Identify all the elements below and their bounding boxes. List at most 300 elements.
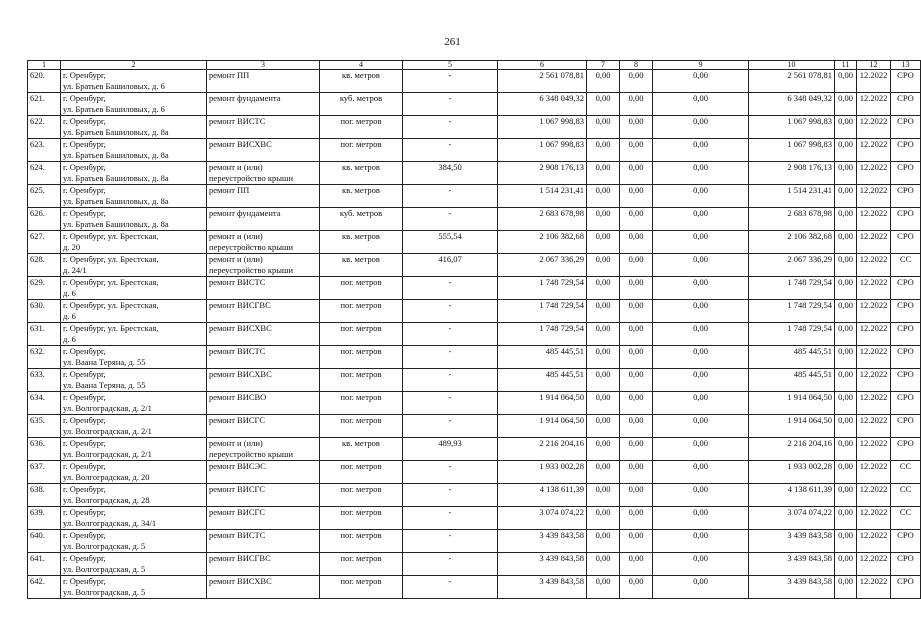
row-number: 637. xyxy=(28,461,61,484)
address-cell-line: г. Оренбург, xyxy=(63,93,106,103)
row-number: 634. xyxy=(28,392,61,415)
col11-cell: 0,00 xyxy=(835,576,857,599)
table-row xyxy=(28,530,921,553)
org-cell: СРО xyxy=(891,70,921,93)
col10-cell: 1 914 064,50 xyxy=(749,392,835,415)
col7-cell: 0,00 xyxy=(587,231,620,254)
column-number: 3 xyxy=(207,61,320,70)
work-type-cell-line: переустройство крыши xyxy=(209,241,294,252)
address-cell xyxy=(61,530,207,553)
col9-cell: 0,00 xyxy=(653,277,749,300)
col8-cell: 0,00 xyxy=(620,553,653,576)
col7-cell: 0,00 xyxy=(587,392,620,415)
row-number: 622. xyxy=(28,116,61,139)
col9-cell: 0,00 xyxy=(653,139,749,162)
unit-cell: пог. метров xyxy=(320,116,403,139)
col10-cell: 6 348 049,32 xyxy=(749,93,835,116)
work-type-cell-line: ремонт ВИСГВС xyxy=(209,553,271,563)
total-cost-cell: 1 514 231,41 xyxy=(498,185,587,208)
work-type-cell xyxy=(207,208,320,231)
address-cell-line: г. Оренбург, xyxy=(63,553,106,563)
total-cost-cell: 2 908 176,13 xyxy=(498,162,587,185)
address-cell-line: г. Оренбург, ул. Брестская, xyxy=(63,231,159,241)
col11-cell: 0,00 xyxy=(835,438,857,461)
address-cell xyxy=(61,415,207,438)
row-number: 621. xyxy=(28,93,61,116)
table-row xyxy=(28,576,921,599)
address-cell-line: ул. Ваана Теряна, д. 55 xyxy=(63,379,146,390)
work-type-cell-line: переустройство крыши xyxy=(209,448,294,459)
table-row xyxy=(28,185,921,208)
address-cell xyxy=(61,553,207,576)
col8-cell: 0,00 xyxy=(620,185,653,208)
work-type-cell-line: ремонт ВИСГС xyxy=(209,484,265,494)
unit-cell: пог. метров xyxy=(320,507,403,530)
repair-schedule-table xyxy=(27,60,921,599)
quantity-cell: - xyxy=(403,323,498,346)
col10-cell: 3 439 843,58 xyxy=(749,530,835,553)
date-cell: 12.2022 xyxy=(857,208,891,231)
org-cell: СРО xyxy=(891,139,921,162)
col10-cell: 485 445,51 xyxy=(749,346,835,369)
quantity-cell: - xyxy=(403,507,498,530)
row-number: 628. xyxy=(28,254,61,277)
total-cost-cell: 2 683 678,98 xyxy=(498,208,587,231)
col9-cell: 0,00 xyxy=(653,254,749,277)
address-cell xyxy=(61,507,207,530)
work-type-cell xyxy=(207,139,320,162)
quantity-cell: - xyxy=(403,346,498,369)
quantity-cell: - xyxy=(403,392,498,415)
date-cell: 12.2022 xyxy=(857,346,891,369)
work-type-cell xyxy=(207,231,320,254)
work-type-cell xyxy=(207,116,320,139)
unit-cell: пог. метров xyxy=(320,392,403,415)
col9-cell: 0,00 xyxy=(653,392,749,415)
col10-cell: 3 074 074,22 xyxy=(749,507,835,530)
work-type-cell xyxy=(207,461,320,484)
quantity-cell: - xyxy=(403,576,498,599)
row-number: 632. xyxy=(28,346,61,369)
unit-cell: кв. метров xyxy=(320,254,403,277)
org-cell: СРО xyxy=(891,185,921,208)
page-number: 261 xyxy=(444,36,461,48)
row-number: 640. xyxy=(28,530,61,553)
unit-cell: пог. метров xyxy=(320,323,403,346)
address-cell xyxy=(61,484,207,507)
col7-cell: 0,00 xyxy=(587,576,620,599)
col8-cell: 0,00 xyxy=(620,162,653,185)
date-cell: 12.2022 xyxy=(857,576,891,599)
address-cell xyxy=(61,139,207,162)
total-cost-cell: 485 445,51 xyxy=(498,346,587,369)
total-cost-cell: 1 914 064,50 xyxy=(498,415,587,438)
col9-cell: 0,00 xyxy=(653,415,749,438)
column-number: 1 xyxy=(28,61,61,70)
work-type-cell xyxy=(207,185,320,208)
address-cell-line: ул. Волгоградская, д. 28 xyxy=(63,494,150,505)
col9-cell: 0,00 xyxy=(653,300,749,323)
total-cost-cell: 2 106 382,68 xyxy=(498,231,587,254)
work-type-cell-line: ремонт ВИСТС xyxy=(209,530,266,540)
address-cell-line: г. Оренбург, xyxy=(63,530,106,540)
col8-cell: 0,00 xyxy=(620,231,653,254)
work-type-cell xyxy=(207,162,320,185)
address-cell-line: ул. Волгоградская, д. 20 xyxy=(63,471,150,482)
col7-cell: 0,00 xyxy=(587,484,620,507)
col8-cell: 0,00 xyxy=(620,461,653,484)
org-cell: СРО xyxy=(891,208,921,231)
col8-cell: 0,00 xyxy=(620,323,653,346)
work-type-cell-line: ремонт ВИСТС xyxy=(209,346,266,356)
unit-cell: кв. метров xyxy=(320,70,403,93)
date-cell: 12.2022 xyxy=(857,369,891,392)
unit-cell: пог. метров xyxy=(320,300,403,323)
org-cell: СРО xyxy=(891,415,921,438)
quantity-cell: - xyxy=(403,185,498,208)
total-cost-cell: 1 748 729,54 xyxy=(498,323,587,346)
total-cost-cell: 485 445,51 xyxy=(498,369,587,392)
address-cell-line: г. Оренбург, xyxy=(63,70,106,80)
column-number: 12 xyxy=(857,61,891,70)
total-cost-cell: 1 914 064,50 xyxy=(498,392,587,415)
unit-cell: пог. метров xyxy=(320,461,403,484)
org-cell: СРО xyxy=(891,392,921,415)
col8-cell: 0,00 xyxy=(620,576,653,599)
address-cell-line: ул. Братьев Башиловых, д. 8а xyxy=(63,218,169,229)
col11-cell: 0,00 xyxy=(835,323,857,346)
date-cell: 12.2022 xyxy=(857,507,891,530)
work-type-cell xyxy=(207,415,320,438)
total-cost-cell: 3 074 074,22 xyxy=(498,507,587,530)
unit-cell: кв. метров xyxy=(320,162,403,185)
col9-cell: 0,00 xyxy=(653,576,749,599)
row-number: 638. xyxy=(28,484,61,507)
org-cell: СРО xyxy=(891,530,921,553)
unit-cell: кв. метров xyxy=(320,185,403,208)
address-cell-line: г. Оренбург, xyxy=(63,208,106,218)
col7-cell: 0,00 xyxy=(587,93,620,116)
col10-cell: 4 138 611,39 xyxy=(749,484,835,507)
quantity-cell: - xyxy=(403,369,498,392)
table-row xyxy=(28,300,921,323)
address-cell-line: ул. Братьев Башиловых, д. 8а xyxy=(63,172,169,183)
org-cell: СС xyxy=(891,507,921,530)
address-cell-line: д. 24/1 xyxy=(63,264,87,275)
work-type-cell-line: переустройство крыши xyxy=(209,264,294,275)
work-type-cell xyxy=(207,70,320,93)
col10-cell: 1 933 002,28 xyxy=(749,461,835,484)
unit-cell: пог. метров xyxy=(320,530,403,553)
col7-cell: 0,00 xyxy=(587,277,620,300)
col8-cell: 0,00 xyxy=(620,254,653,277)
work-type-cell-line: ремонт ВИСТС xyxy=(209,277,266,287)
date-cell: 12.2022 xyxy=(857,277,891,300)
address-cell-line: ул. Волгоградская, д. 34/1 xyxy=(63,517,157,528)
table-row xyxy=(28,507,921,530)
quantity-cell: - xyxy=(403,139,498,162)
address-cell-line: г. Оренбург, xyxy=(63,576,106,586)
address-cell xyxy=(61,93,207,116)
work-type-cell-line: ремонт и (или) xyxy=(209,162,263,172)
col8-cell: 0,00 xyxy=(620,208,653,231)
row-number: 629. xyxy=(28,277,61,300)
org-cell: СС xyxy=(891,461,921,484)
address-cell xyxy=(61,254,207,277)
col11-cell: 0,00 xyxy=(835,185,857,208)
address-cell xyxy=(61,208,207,231)
column-number: 4 xyxy=(320,61,403,70)
address-cell-line: д. 6 xyxy=(63,333,76,344)
row-number: 624. xyxy=(28,162,61,185)
work-type-cell-line: ремонт и (или) xyxy=(209,438,263,448)
total-cost-cell: 3 439 843,58 xyxy=(498,553,587,576)
col9-cell: 0,00 xyxy=(653,323,749,346)
total-cost-cell: 3 439 843,58 xyxy=(498,576,587,599)
address-cell xyxy=(61,346,207,369)
col10-cell: 1 914 064,50 xyxy=(749,415,835,438)
col7-cell: 0,00 xyxy=(587,530,620,553)
col9-cell: 0,00 xyxy=(653,162,749,185)
col7-cell: 0,00 xyxy=(587,346,620,369)
row-number: 623. xyxy=(28,139,61,162)
date-cell: 12.2022 xyxy=(857,185,891,208)
quantity-cell: 416,07 xyxy=(403,254,498,277)
work-type-cell xyxy=(207,346,320,369)
org-cell: СРО xyxy=(891,93,921,116)
work-type-cell-line: ремонт ВИСХВС xyxy=(209,369,272,379)
address-cell xyxy=(61,392,207,415)
org-cell: СРО xyxy=(891,277,921,300)
col9-cell: 0,00 xyxy=(653,346,749,369)
quantity-cell: - xyxy=(403,70,498,93)
work-type-cell-line: ремонт фундамента xyxy=(209,208,281,218)
quantity-cell: 489,93 xyxy=(403,438,498,461)
col11-cell: 0,00 xyxy=(835,208,857,231)
col9-cell: 0,00 xyxy=(653,530,749,553)
unit-cell: куб. метров xyxy=(320,208,403,231)
col11-cell: 0,00 xyxy=(835,507,857,530)
col7-cell: 0,00 xyxy=(587,415,620,438)
row-number: 636. xyxy=(28,438,61,461)
address-cell xyxy=(61,70,207,93)
address-cell xyxy=(61,461,207,484)
org-cell: СРО xyxy=(891,231,921,254)
quantity-cell: - xyxy=(403,553,498,576)
table-row xyxy=(28,346,921,369)
work-type-cell xyxy=(207,392,320,415)
address-cell-line: г. Оренбург, xyxy=(63,139,106,149)
col8-cell: 0,00 xyxy=(620,70,653,93)
col7-cell: 0,00 xyxy=(587,139,620,162)
address-cell xyxy=(61,323,207,346)
col8-cell: 0,00 xyxy=(620,116,653,139)
col8-cell: 0,00 xyxy=(620,530,653,553)
address-cell xyxy=(61,369,207,392)
col10-cell: 3 439 843,58 xyxy=(749,553,835,576)
col9-cell: 0,00 xyxy=(653,93,749,116)
work-type-cell xyxy=(207,93,320,116)
work-type-cell xyxy=(207,507,320,530)
column-number: 11 xyxy=(835,61,857,70)
col11-cell: 0,00 xyxy=(835,254,857,277)
col7-cell: 0,00 xyxy=(587,162,620,185)
col8-cell: 0,00 xyxy=(620,484,653,507)
work-type-cell xyxy=(207,530,320,553)
total-cost-cell: 2 216 204,16 xyxy=(498,438,587,461)
unit-cell: кв. метров xyxy=(320,438,403,461)
address-cell-line: ул. Братьев Башиловых, д. 8а xyxy=(63,149,169,160)
quantity-cell: - xyxy=(403,300,498,323)
work-type-cell-line: ремонт фундамента xyxy=(209,93,281,103)
org-cell: СРО xyxy=(891,553,921,576)
quantity-cell: 384,50 xyxy=(403,162,498,185)
table-row xyxy=(28,208,921,231)
work-type-cell-line: ремонт ВИСТС xyxy=(209,116,266,126)
work-type-cell xyxy=(207,254,320,277)
quantity-cell: 555,54 xyxy=(403,231,498,254)
work-type-cell-line: ремонт ВИСХВС xyxy=(209,576,272,586)
col8-cell: 0,00 xyxy=(620,300,653,323)
work-type-cell xyxy=(207,277,320,300)
col9-cell: 0,00 xyxy=(653,369,749,392)
date-cell: 12.2022 xyxy=(857,415,891,438)
table-row xyxy=(28,254,921,277)
address-cell xyxy=(61,185,207,208)
col11-cell: 0,00 xyxy=(835,369,857,392)
col7-cell: 0,00 xyxy=(587,438,620,461)
col9-cell: 0,00 xyxy=(653,484,749,507)
col9-cell: 0,00 xyxy=(653,553,749,576)
address-cell-line: ул. Братьев Башиловых, д. 6 xyxy=(63,103,165,114)
row-number: 642. xyxy=(28,576,61,599)
date-cell: 12.2022 xyxy=(857,70,891,93)
work-type-cell-line: ремонт ПП xyxy=(209,70,250,80)
quantity-cell: - xyxy=(403,277,498,300)
col8-cell: 0,00 xyxy=(620,369,653,392)
work-type-cell-line: ремонт ВИСГВС xyxy=(209,300,271,310)
quantity-cell: - xyxy=(403,415,498,438)
col8-cell: 0,00 xyxy=(620,93,653,116)
work-type-cell xyxy=(207,576,320,599)
address-cell-line: г. Оренбург, ул. Брестская, xyxy=(63,277,159,287)
column-number: 13 xyxy=(891,61,921,70)
col9-cell: 0,00 xyxy=(653,438,749,461)
address-cell-line: ул. Волгоградская, д. 2/1 xyxy=(63,448,152,459)
table-row xyxy=(28,231,921,254)
col10-cell: 1 067 998,83 xyxy=(749,139,835,162)
quantity-cell: - xyxy=(403,93,498,116)
table-row xyxy=(28,415,921,438)
col10-cell: 1 514 231,41 xyxy=(749,185,835,208)
date-cell: 12.2022 xyxy=(857,461,891,484)
col8-cell: 0,00 xyxy=(620,415,653,438)
address-cell-line: г. Оренбург, ул. Брестская, xyxy=(63,300,159,310)
work-type-cell-line: ремонт ПП xyxy=(209,185,250,195)
address-cell xyxy=(61,162,207,185)
org-cell: СРО xyxy=(891,576,921,599)
col11-cell: 0,00 xyxy=(835,93,857,116)
work-type-cell-line: переустройство крыши xyxy=(209,172,294,183)
col11-cell: 0,00 xyxy=(835,415,857,438)
address-cell-line: д. 20 xyxy=(63,241,81,252)
row-number: 633. xyxy=(28,369,61,392)
address-cell-line: г. Оренбург, xyxy=(63,484,106,494)
col10-cell: 2 908 176,13 xyxy=(749,162,835,185)
table-row xyxy=(28,323,921,346)
col8-cell: 0,00 xyxy=(620,139,653,162)
col7-cell: 0,00 xyxy=(587,507,620,530)
address-cell-line: г. Оренбург, ул. Брестская, xyxy=(63,323,159,333)
address-cell xyxy=(61,576,207,599)
total-cost-cell: 3 439 843,58 xyxy=(498,530,587,553)
col11-cell: 0,00 xyxy=(835,461,857,484)
column-number-header-row xyxy=(28,61,921,70)
col10-cell: 1 067 998,83 xyxy=(749,116,835,139)
table-row xyxy=(28,116,921,139)
table-row xyxy=(28,484,921,507)
col11-cell: 0,00 xyxy=(835,300,857,323)
unit-cell: пог. метров xyxy=(320,484,403,507)
col9-cell: 0,00 xyxy=(653,507,749,530)
col7-cell: 0,00 xyxy=(587,185,620,208)
address-cell xyxy=(61,438,207,461)
date-cell: 12.2022 xyxy=(857,392,891,415)
row-number: 620. xyxy=(28,70,61,93)
col9-cell: 0,00 xyxy=(653,116,749,139)
work-type-cell-line: ремонт ВИСЭС xyxy=(209,461,266,471)
unit-cell: пог. метров xyxy=(320,369,403,392)
address-cell-line: д. 6 xyxy=(63,287,76,298)
col9-cell: 0,00 xyxy=(653,208,749,231)
address-cell-line: г. Оренбург, xyxy=(63,415,106,425)
unit-cell: пог. метров xyxy=(320,576,403,599)
total-cost-cell: 1 748 729,54 xyxy=(498,300,587,323)
quantity-cell: - xyxy=(403,530,498,553)
unit-cell: пог. метров xyxy=(320,139,403,162)
col11-cell: 0,00 xyxy=(835,70,857,93)
quantity-cell: - xyxy=(403,461,498,484)
col10-cell: 2 561 078,81 xyxy=(749,70,835,93)
column-number: 5 xyxy=(403,61,498,70)
total-cost-cell: 1 748 729,54 xyxy=(498,277,587,300)
address-cell-line: ул. Волгоградская, д. 5 xyxy=(63,563,146,574)
address-cell-line: г. Оренбург, ул. Брестская, xyxy=(63,254,159,264)
col10-cell: 2 067 336,29 xyxy=(749,254,835,277)
total-cost-cell: 1 067 998,83 xyxy=(498,116,587,139)
unit-cell: пог. метров xyxy=(320,277,403,300)
quantity-cell: - xyxy=(403,208,498,231)
total-cost-cell: 1 933 002,28 xyxy=(498,461,587,484)
work-type-cell-line: ремонт ВИСГС xyxy=(209,415,265,425)
row-number: 627. xyxy=(28,231,61,254)
address-cell-line: г. Оренбург, xyxy=(63,392,106,402)
address-cell-line: ул. Волгоградская, д. 2/1 xyxy=(63,425,152,436)
work-type-cell xyxy=(207,484,320,507)
table-row xyxy=(28,70,921,93)
total-cost-cell: 1 067 998,83 xyxy=(498,139,587,162)
address-cell xyxy=(61,231,207,254)
table-row xyxy=(28,277,921,300)
work-type-cell-line: ремонт ВИСВО xyxy=(209,392,267,402)
work-type-cell-line: ремонт ВИСХВС xyxy=(209,323,272,333)
table-row xyxy=(28,162,921,185)
col8-cell: 0,00 xyxy=(620,277,653,300)
address-cell-line: ул. Волгоградская, д. 2/1 xyxy=(63,402,152,413)
unit-cell: пог. метров xyxy=(320,346,403,369)
col11-cell: 0,00 xyxy=(835,484,857,507)
col11-cell: 0,00 xyxy=(835,231,857,254)
